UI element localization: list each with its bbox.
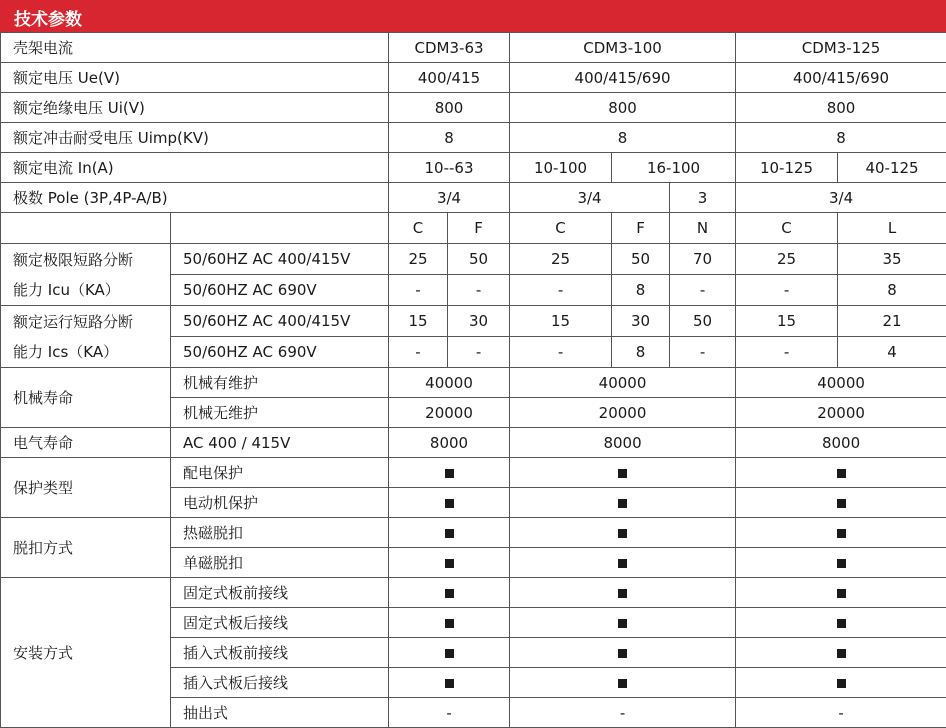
value-cell: - <box>510 698 736 728</box>
value-cell: 10-125 <box>736 153 838 183</box>
grade-cell: F <box>448 213 510 244</box>
value-cell: 25 <box>389 244 448 275</box>
value-cell: 3/4 <box>389 183 510 213</box>
mark-cell <box>736 608 946 638</box>
row-trip-thermal <box>1 518 946 548</box>
value-cell: - <box>389 698 510 728</box>
label-ics <box>1 306 171 368</box>
empty-cell <box>1 213 171 244</box>
label-install: 安装方式 <box>1 578 171 728</box>
value-cell: - <box>510 337 612 368</box>
filled-square-icon <box>445 679 454 688</box>
value-cell: 8 <box>510 123 736 153</box>
label-icu <box>1 244 171 306</box>
label-ics-line1: 额定运行短路分断 <box>13 307 170 337</box>
value-cell: 25 <box>510 244 612 275</box>
filled-square-icon <box>618 649 627 658</box>
mark-cell <box>736 518 946 548</box>
row-grades <box>1 213 946 244</box>
sub-label: 50/60HZ AC 690V <box>171 337 389 368</box>
value-cell: - <box>389 275 448 306</box>
label-protection: 保护类型 <box>1 458 171 518</box>
value-cell: 15 <box>736 306 838 337</box>
mark-cell <box>389 548 510 578</box>
value-cell: 15 <box>389 306 448 337</box>
mark-cell <box>510 578 736 608</box>
value-cell: 8000 <box>736 428 946 458</box>
value-cell: - <box>670 275 736 306</box>
row-protection-dist <box>1 458 946 488</box>
value-cell: - <box>510 275 612 306</box>
filled-square-icon <box>445 529 454 538</box>
filled-square-icon <box>837 559 846 568</box>
value-cell: 20000 <box>389 398 510 428</box>
value-cell: - <box>448 337 510 368</box>
mark-cell <box>510 608 736 638</box>
value-cell: 40-125 <box>838 153 946 183</box>
label-rated-voltage: 额定电压 Ue(V) <box>1 63 389 93</box>
label-insulation-voltage: 额定绝缘电压 Ui(V) <box>1 93 389 123</box>
value-cell: 50 <box>670 306 736 337</box>
value-cell: - <box>389 337 448 368</box>
label-frame-current: 壳架电流 <box>1 33 389 63</box>
label-impulse-voltage: 额定冲击耐受电压 Uimp(KV) <box>1 123 389 153</box>
mark-cell <box>389 668 510 698</box>
row-poles <box>1 183 946 213</box>
value-cell: 8 <box>736 123 946 153</box>
row-install-1 <box>1 578 946 608</box>
filled-square-icon <box>837 499 846 508</box>
filled-square-icon <box>445 559 454 568</box>
value-cell: 70 <box>670 244 736 275</box>
grade-cell: C <box>510 213 612 244</box>
grade-cell: N <box>670 213 736 244</box>
mark-cell <box>736 668 946 698</box>
filled-square-icon <box>618 679 627 688</box>
sub-label: 单磁脱扣 <box>171 548 389 578</box>
mark-cell <box>510 488 736 518</box>
row-rated-voltage <box>1 63 946 93</box>
mark-cell <box>389 578 510 608</box>
mark-cell <box>389 608 510 638</box>
value-cell: 800 <box>736 93 946 123</box>
value-cell: 15 <box>510 306 612 337</box>
row-insulation-voltage <box>1 93 946 123</box>
sub-label: 固定式板前接线 <box>171 578 389 608</box>
filled-square-icon <box>618 619 627 628</box>
value-cell: 40000 <box>389 368 510 398</box>
value-cell: 50 <box>448 244 510 275</box>
sub-label: 50/60HZ AC 400/415V <box>171 306 389 337</box>
value-cell: - <box>670 337 736 368</box>
row-icu-400 <box>1 244 946 275</box>
sub-label: 50/60HZ AC 690V <box>171 275 389 306</box>
value-cell: 30 <box>448 306 510 337</box>
filled-square-icon <box>837 529 846 538</box>
value-cell: 10--63 <box>389 153 510 183</box>
sub-label: 插入式板前接线 <box>171 638 389 668</box>
label-poles: 极数 Pole (3P,4P-A/B) <box>1 183 389 213</box>
value-cell: 40000 <box>736 368 946 398</box>
value-cell: 20000 <box>736 398 946 428</box>
value-cell: 8 <box>389 123 510 153</box>
mark-cell <box>389 458 510 488</box>
section-title: 技术参数 <box>14 5 82 30</box>
mark-cell <box>510 668 736 698</box>
value-cell: 3/4 <box>736 183 946 213</box>
value-cell: 400/415/690 <box>510 63 736 93</box>
sub-label: 固定式板后接线 <box>171 608 389 638</box>
row-impulse-voltage <box>1 123 946 153</box>
mark-cell <box>736 638 946 668</box>
sub-label: 插入式板后接线 <box>171 668 389 698</box>
row-rated-current <box>1 153 946 183</box>
value-cell: 8 <box>612 275 670 306</box>
label-elec-life: 电气寿命 <box>1 428 171 458</box>
value-cell: 10-100 <box>510 153 612 183</box>
mark-cell <box>510 548 736 578</box>
label-rated-current: 额定电流 In(A) <box>1 153 389 183</box>
mark-cell <box>510 638 736 668</box>
row-mech-maint <box>1 368 946 398</box>
mark-cell <box>736 548 946 578</box>
model-cdm3-63: CDM3-63 <box>389 33 510 63</box>
filled-square-icon <box>837 679 846 688</box>
mark-cell <box>510 518 736 548</box>
mark-cell <box>389 518 510 548</box>
row-ics-400 <box>1 306 946 337</box>
model-cdm3-100: CDM3-100 <box>510 33 736 63</box>
value-cell: 800 <box>510 93 736 123</box>
section-header <box>0 0 946 32</box>
value-cell: 8 <box>612 337 670 368</box>
label-mech-life: 机械寿命 <box>1 368 171 428</box>
value-cell: 25 <box>736 244 838 275</box>
spec-table <box>0 32 946 728</box>
value-cell: 8000 <box>389 428 510 458</box>
label-icu-line1: 额定极限短路分断 <box>13 245 170 275</box>
value-cell: 16-100 <box>612 153 736 183</box>
grade-cell: L <box>838 213 946 244</box>
filled-square-icon <box>837 469 846 478</box>
filled-square-icon <box>445 469 454 478</box>
grade-cell: F <box>612 213 670 244</box>
mark-cell <box>510 458 736 488</box>
value-cell: 4 <box>838 337 946 368</box>
value-cell: - <box>448 275 510 306</box>
value-cell: 3 <box>670 183 736 213</box>
value-cell: 30 <box>612 306 670 337</box>
mark-cell <box>389 488 510 518</box>
grade-cell: C <box>389 213 448 244</box>
value-cell: - <box>736 698 946 728</box>
label-trip: 脱扣方式 <box>1 518 171 578</box>
mark-cell <box>736 488 946 518</box>
filled-square-icon <box>445 499 454 508</box>
value-cell: - <box>736 275 838 306</box>
value-cell: 20000 <box>510 398 736 428</box>
sub-label: 机械有维护 <box>171 368 389 398</box>
grade-cell: C <box>736 213 838 244</box>
mark-cell <box>736 578 946 608</box>
filled-square-icon <box>618 499 627 508</box>
value-cell: 400/415/690 <box>736 63 946 93</box>
filled-square-icon <box>445 619 454 628</box>
sub-label: 50/60HZ AC 400/415V <box>171 244 389 275</box>
filled-square-icon <box>837 589 846 598</box>
label-ics-line2: 能力 Ics（KA） <box>13 337 170 367</box>
value-cell: 8000 <box>510 428 736 458</box>
value-cell: 8 <box>838 275 946 306</box>
row-frame-current <box>1 33 946 63</box>
filled-square-icon <box>618 589 627 598</box>
filled-square-icon <box>445 649 454 658</box>
model-cdm3-125: CDM3-125 <box>736 33 946 63</box>
value-cell: 800 <box>389 93 510 123</box>
value-cell: 400/415 <box>389 63 510 93</box>
sub-label: 电动机保护 <box>171 488 389 518</box>
value-cell: 40000 <box>510 368 736 398</box>
value-cell: 3/4 <box>510 183 670 213</box>
filled-square-icon <box>445 589 454 598</box>
value-cell: 35 <box>838 244 946 275</box>
filled-square-icon <box>618 559 627 568</box>
sub-label: 配电保护 <box>171 458 389 488</box>
sub-label: 机械无维护 <box>171 398 389 428</box>
filled-square-icon <box>837 649 846 658</box>
sub-label: 抽出式 <box>171 698 389 728</box>
filled-square-icon <box>618 469 627 478</box>
sub-label: 热磁脱扣 <box>171 518 389 548</box>
filled-square-icon <box>837 619 846 628</box>
mark-cell <box>736 458 946 488</box>
mark-cell <box>389 638 510 668</box>
value-cell: 50 <box>612 244 670 275</box>
value-cell: - <box>736 337 838 368</box>
sub-label: AC 400 / 415V <box>171 428 389 458</box>
empty-cell <box>171 213 389 244</box>
filled-square-icon <box>618 529 627 538</box>
value-cell: 21 <box>838 306 946 337</box>
label-icu-line2: 能力 Icu（KA） <box>13 275 170 305</box>
row-elec-life <box>1 428 946 458</box>
